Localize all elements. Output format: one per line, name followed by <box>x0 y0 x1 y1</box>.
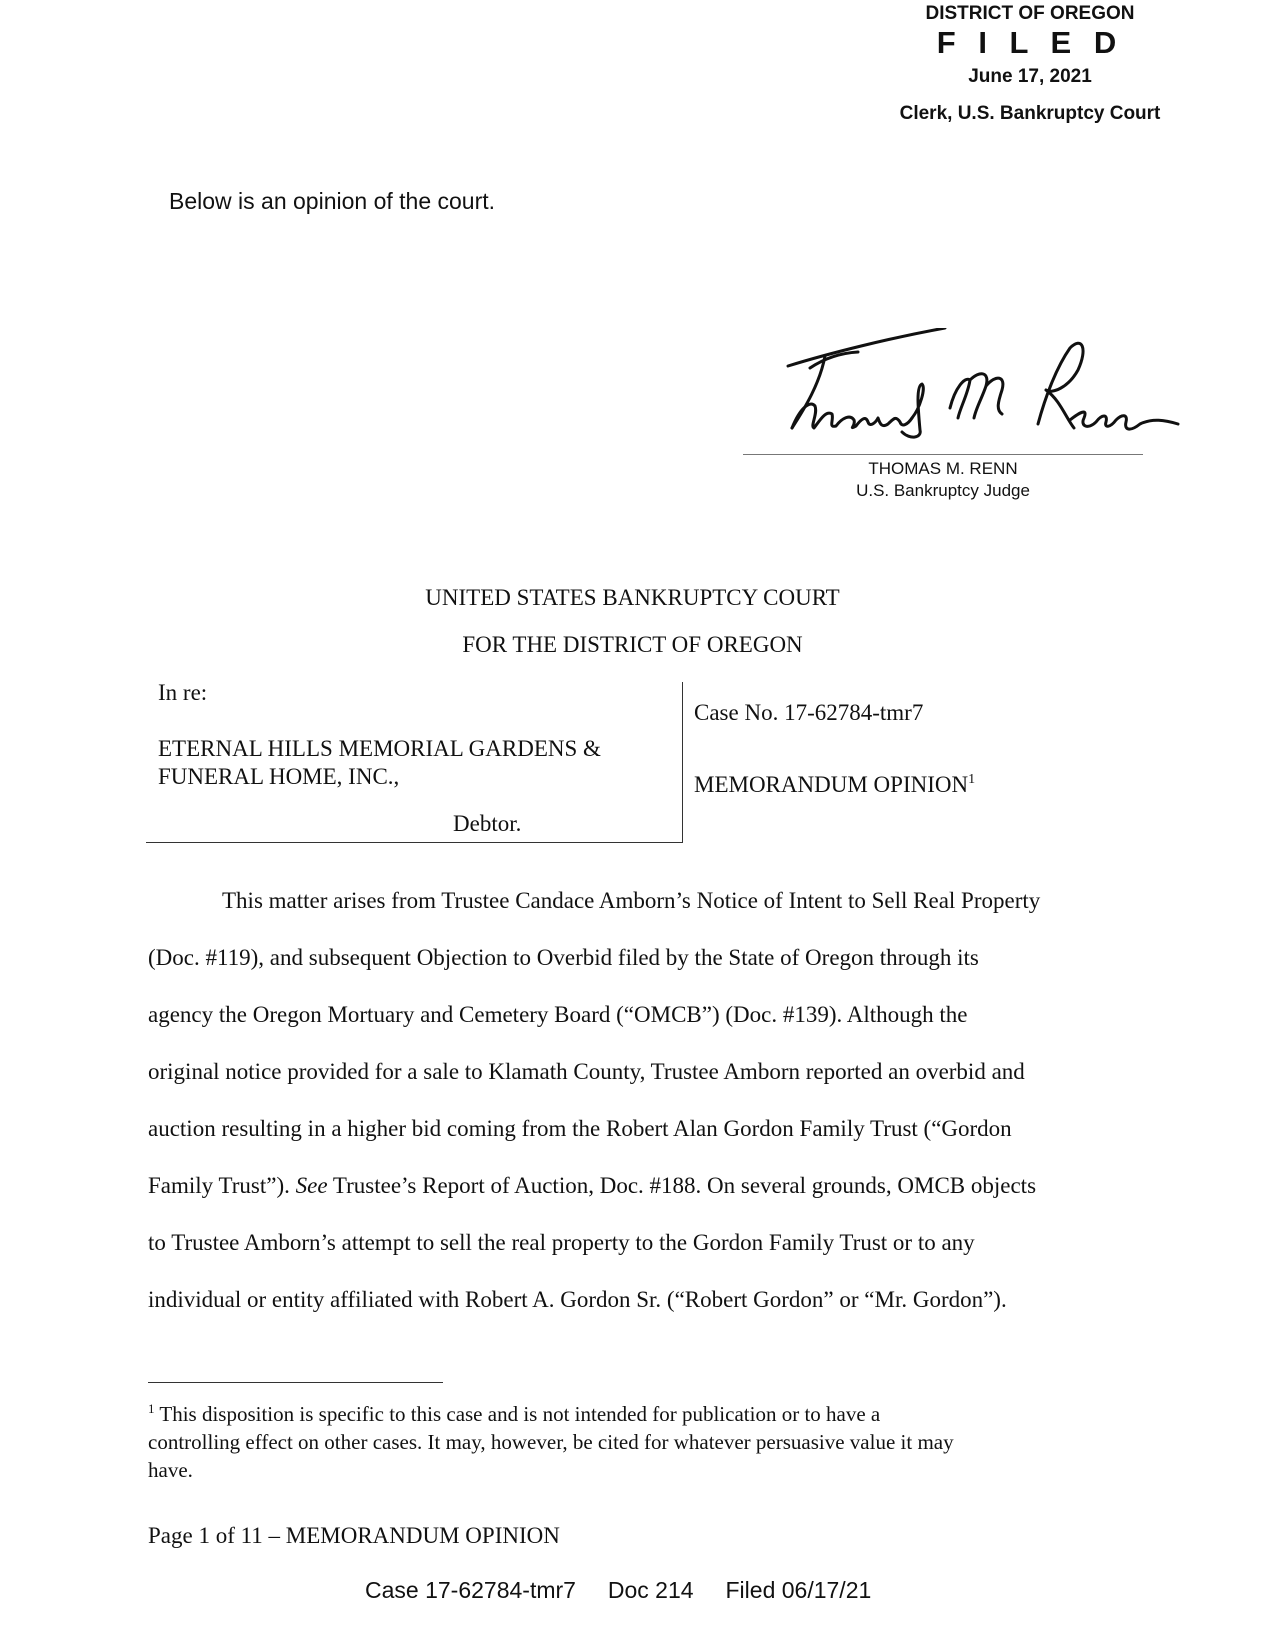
document-title <box>694 772 975 798</box>
judge-title: U.S. Bankruptcy Judge <box>856 481 1030 500</box>
footnote-text-line3: have. <box>148 1458 193 1482</box>
debtor-name-line1: ETERNAL HILLS MEMORIAL GARDENS & <box>158 736 601 761</box>
paragraph-line: (Doc. #119), and subsequent Objection to Overbid filed by the State of Oregon through its <box>148 945 979 970</box>
line6-part1: Family Trust”). <box>148 1173 296 1198</box>
debtor-label: Debtor. <box>453 811 522 836</box>
footnote-line <box>148 1395 1108 1428</box>
court-title-line2: FOR THE DISTRICT OF OREGON <box>462 632 803 657</box>
footnote-marker-link[interactable]: 1 <box>968 772 976 787</box>
footnote <box>148 1395 1108 1484</box>
caption-divider <box>682 682 683 842</box>
filed-stamp <box>880 2 1180 126</box>
page-footer: Page 1 of 11 – MEMORANDUM OPINION <box>148 1523 560 1548</box>
footnote-text-line1: This disposition is specific to this case and is not intended for publication or to have a <box>159 1402 881 1426</box>
signature-line <box>743 454 1143 455</box>
footnote-rule <box>148 1382 443 1383</box>
judge-name: THOMAS M. RENN <box>868 459 1018 478</box>
case-number: Case No. 17-62784-tmr7 <box>694 700 924 725</box>
document-title-text: MEMORANDUM OPINION <box>694 772 969 797</box>
case-footer: Case 17-62784-tmr7 Doc 214 Filed 06/17/21 <box>365 1577 872 1603</box>
caption-bottom-rule <box>146 842 683 843</box>
paragraph-line: original notice provided for a sale to Klamath County, Trustee Amborn reported an overbid and <box>148 1059 1025 1084</box>
paragraph-line: individual or entity affiliated with Robert A. Gordon Sr. (“Robert Gordon” or “Mr. Gordon”). <box>148 1287 1007 1312</box>
paragraph-line: to Trustee Amborn’s attempt to sell the real property to the Gordon Family Trust or to any <box>148 1230 975 1255</box>
paragraph-line <box>148 1169 1108 1226</box>
footnote-number: 1 <box>148 1401 155 1416</box>
paragraph-line: This matter arises from Trustee Candace Amborn’s Notice of Intent to Sell Real Property <box>222 888 1041 913</box>
debtor-name-line2: FUNERAL HOME, INC., <box>158 764 400 789</box>
line6-part2: Trustee’s Report of Auction, Doc. #188. On several grounds, OMCB objects <box>327 1173 1037 1198</box>
judge-signature <box>770 328 1180 458</box>
judge-block <box>743 458 1143 502</box>
paragraph-line: agency the Oregon Mortuary and Cemetery Board (“OMCB”) (Doc. #139). Although the <box>148 1002 968 1027</box>
see-signal: See <box>295 1173 328 1198</box>
court-title-line1: UNITED STATES BANKRUPTCY COURT <box>425 585 840 610</box>
caption-left <box>158 679 601 791</box>
stamp-clerk: Clerk, U.S. Bankruptcy Court <box>899 103 1161 124</box>
paragraph-line: auction resulting in a higher bid coming from the Robert Alan Gordon Family Trust (“Gordon <box>148 1116 1012 1141</box>
opinion-paragraph <box>148 884 1108 1340</box>
stamp-filed: F I L E D <box>936 25 1124 60</box>
opinion-note: Below is an opinion of the court. <box>169 188 496 214</box>
stamp-district: DISTRICT OF OREGON <box>925 3 1135 24</box>
in-re-label: In re: <box>158 680 208 705</box>
stamp-date: June 17, 2021 <box>968 66 1092 87</box>
footnote-text-line2: controlling effect on other cases. It may, however, be cited for whatever persuasive value it may <box>148 1430 954 1454</box>
